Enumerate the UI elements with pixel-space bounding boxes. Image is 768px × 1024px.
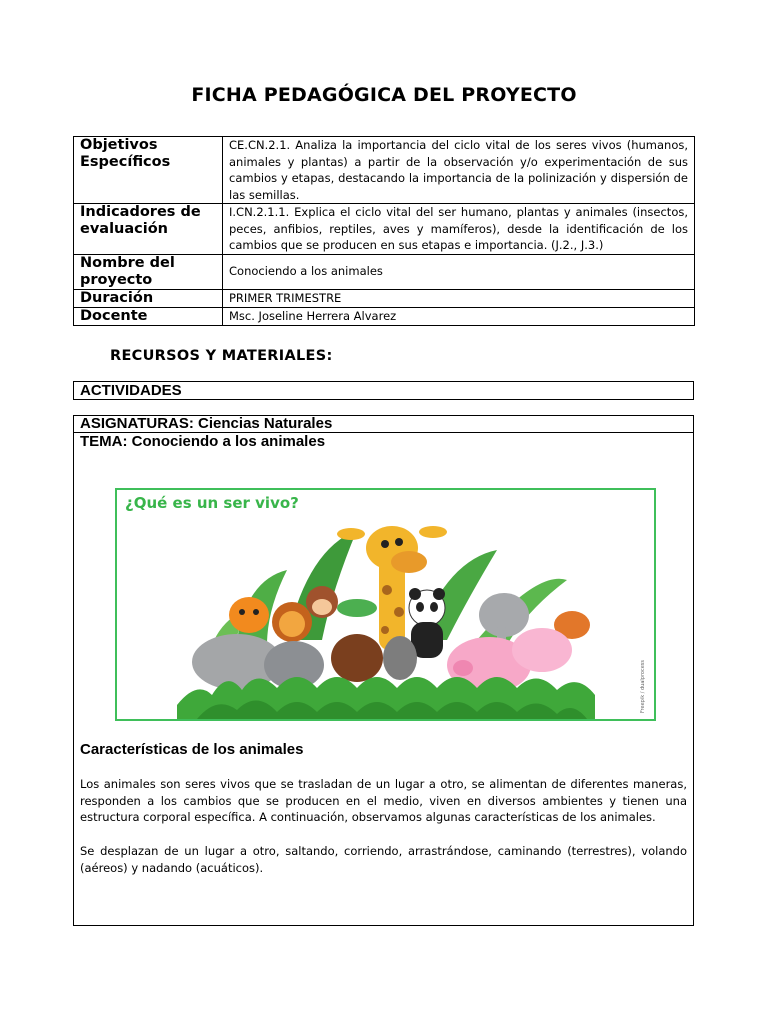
tema-label: TEMA: Conociendo a los animales bbox=[80, 433, 326, 450]
row-indicadores bbox=[74, 204, 695, 255]
project-info-table bbox=[73, 136, 695, 326]
value-nombre-proyecto: Conociendo a los animales bbox=[223, 254, 695, 289]
label-docente: Docente bbox=[74, 307, 223, 325]
value-objetivos: CE.CN.2.1. Analiza la importancia del ciclo vital de los seres vivos (humanos, animales y plantas) a partir de la observación y/o experimentación de sus cambios y etapas, destacando la importancia de la polinización y dispersión de las semillas. bbox=[223, 137, 695, 204]
row-nombre-proyecto bbox=[74, 254, 695, 289]
value-docente: Msc. Joseline Herrera Alvarez bbox=[223, 307, 695, 325]
illustration-title: ¿Qué es un ser vivo? bbox=[125, 494, 299, 512]
value-duracion: PRIMER TRIMESTRE bbox=[223, 289, 695, 307]
value-indicadores: I.CN.2.1.1. Explica el ciclo vital del ser humano, plantas y animales (insectos, peces, anfibios, reptiles, aves y mamíferos), desde la identificación de los cambios que se producen en sus etapas e importancia. (J.2., J.3.) bbox=[223, 204, 695, 255]
row-objetivos bbox=[74, 137, 695, 204]
label-objetivos: Objetivos Específicos bbox=[74, 137, 223, 204]
label-duracion: Duración bbox=[74, 289, 223, 307]
label-indicadores: Indicadores de evaluación bbox=[74, 204, 223, 255]
animals-illustration bbox=[115, 488, 656, 721]
label-nombre-proyecto: Nombre del proyecto bbox=[74, 254, 223, 289]
animals-illustration-art bbox=[117, 490, 654, 719]
asignaturas-label: ASIGNATURAS: Ciencias Naturales bbox=[80, 415, 333, 432]
activity-content-box bbox=[73, 415, 694, 926]
paragraph-caracteristicas: Los animales son seres vivos que se trasladan de un lugar a otro, se alimentan de diferentes maneras, responden a los cambios que se producen en el medio, viven en diversos ambientes y tienen una estructura corporal específica. A continuación, observamos algunas características de los animales. bbox=[80, 777, 687, 824]
actividades-box bbox=[73, 381, 694, 400]
document-title: FICHA PEDAGÓGICA DEL PROYECTO bbox=[191, 84, 577, 106]
recursos-heading: RECURSOS Y MATERIALES: bbox=[110, 348, 333, 364]
image-credit: Freepik / dualprocess bbox=[640, 660, 646, 713]
row-duracion bbox=[74, 289, 695, 307]
actividades-heading: ACTIVIDADES bbox=[80, 382, 182, 399]
row-docente bbox=[74, 307, 695, 325]
asignaturas-row bbox=[74, 416, 693, 433]
section-heading: Características de los animales bbox=[80, 741, 304, 758]
paragraph-desplazamiento: Se desplazan de un lugar a otro, saltando, corriendo, arrastrándose, caminando (terrestres), volando (aéreos) y nadando (acuáticos). bbox=[80, 844, 687, 875]
